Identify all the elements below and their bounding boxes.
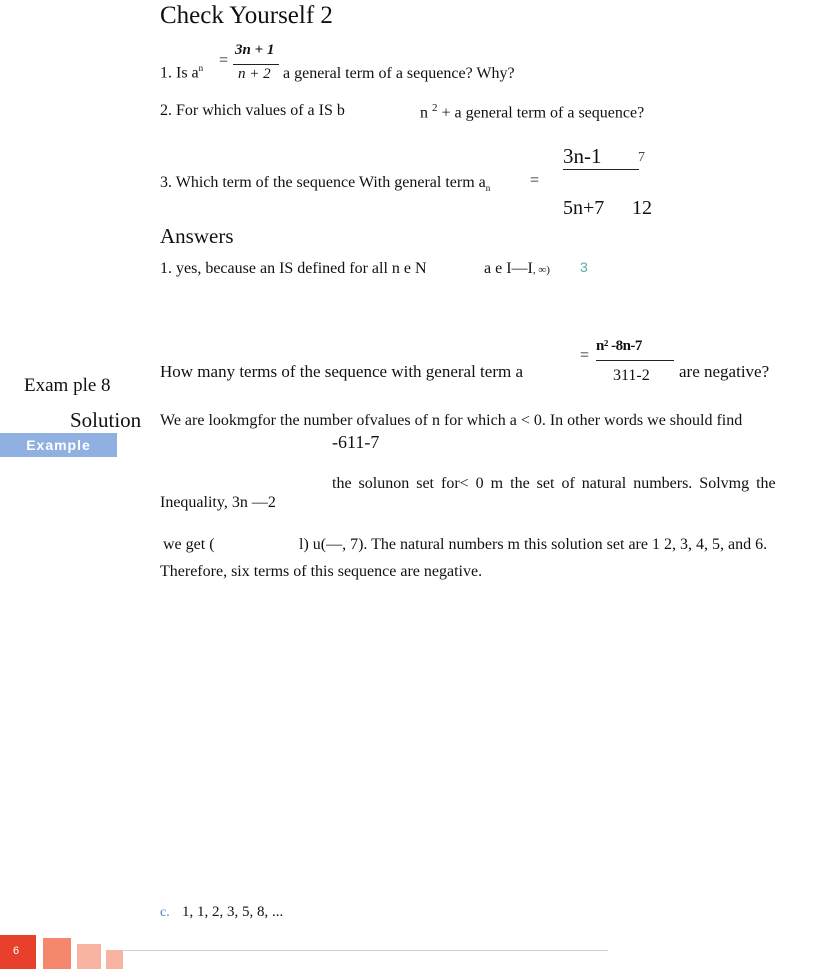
question-1-suffix: a general term of a sequence? Why? [283, 65, 515, 82]
question-3-den-side: 12 [632, 197, 652, 219]
solution-line-3b: l) u(—, 7). The natural numbers m this solution set are 1 2, 3, 4, 5, and 6. [299, 536, 768, 553]
example-numerator: n² -8n-7 [596, 338, 642, 354]
example-question: How many terms of the sequence with general term a [160, 362, 524, 381]
question-3-fraction-bar [563, 169, 639, 170]
question-1-fraction-bar [233, 64, 279, 65]
example-label: Exam ple 8 [24, 375, 111, 396]
question-1-numerator: 3n + 1 [235, 42, 275, 58]
solution-label: Solution [70, 408, 142, 432]
question-2-rest: + a general term of a sequence? [441, 104, 645, 122]
question-1-sub: n [198, 63, 204, 73]
answer-1-mid: a e I—I [484, 260, 533, 277]
page-number: 6 [13, 945, 20, 957]
answers-heading: Answers [160, 224, 234, 248]
question-3-numerator: 3n-1 [563, 144, 602, 168]
footer-square-medium [77, 944, 101, 969]
footer-square-large [43, 938, 71, 969]
question-3-eq: = [530, 172, 540, 189]
example-question-end: are negative? [679, 362, 770, 381]
question-3-label: 3. Which term of the sequence With general term a [160, 174, 486, 191]
question-2-n: n [420, 104, 428, 122]
answer-1-interval-end: , ∞) [532, 264, 550, 276]
solution-line-1: We are lookmgfor the number ofvalues of n for which a < 0. In other words we should find [160, 412, 743, 429]
example-fraction-bar [596, 360, 674, 361]
question-1-text: 1. Is a [160, 64, 199, 82]
example-eq: = [580, 347, 590, 364]
question-3-text [160, 174, 490, 193]
question-1-denominator: n + 2 [238, 66, 271, 82]
question-1-prefix [160, 63, 203, 82]
sequence-label: c. [160, 905, 170, 920]
question-2-left: 2. For which values of a IS b [160, 102, 345, 119]
section-title: Check Yourself 2 [160, 2, 333, 29]
question-3-sub: n [485, 183, 491, 194]
question-3-num-side: 7 [638, 150, 645, 165]
question-2-right [420, 102, 644, 122]
solution-mid-expression: -611-7 [332, 432, 380, 452]
answer-1-text: 1. yes, because an IS defined for all n e N [160, 260, 427, 277]
footer-rule [123, 950, 608, 951]
solution-line-2: the solunon set for< 0 m the set of natural numbers. Solvmg the [332, 475, 776, 492]
solution-line-2b: Inequality, 3n —2 [160, 494, 276, 511]
footer-square-small [106, 950, 123, 969]
answer-1-interval [484, 260, 550, 278]
question-2-sup: 2 [432, 102, 438, 114]
solution-line-3a: we get ( [163, 536, 215, 553]
sequence-values: 1, 1, 2, 3, 5, 8, ... [182, 904, 284, 920]
answer-1-teal-number: 3 [580, 259, 588, 275]
example-badge: Example [0, 433, 117, 457]
question-3-denominator: 5n+7 [563, 197, 605, 219]
question-1-eq: = [219, 52, 229, 69]
example-denominator: 311-2 [613, 367, 650, 384]
solution-line-4: Therefore, six terms of this sequence are negative. [160, 563, 483, 580]
